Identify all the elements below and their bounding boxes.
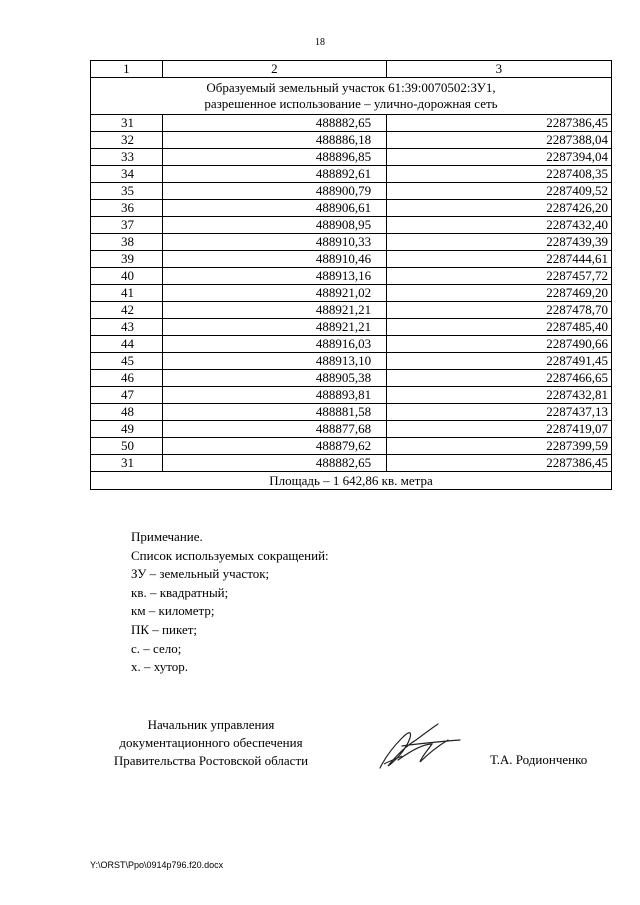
table-row (91, 404, 612, 421)
y-coordinate-cell: 2287399,59 (386, 438, 611, 455)
point-number-cell: 47 (91, 387, 163, 404)
signer-position-line1: Начальник управления (147, 717, 275, 732)
y-coordinate-cell: 2287469,20 (386, 285, 611, 302)
table-row (91, 370, 612, 387)
table-row (91, 149, 612, 166)
point-number-cell: 43 (91, 319, 163, 336)
x-coordinate-cell: 488892,61 (162, 166, 386, 183)
table-row (91, 268, 612, 285)
point-number-cell: 49 (91, 421, 163, 438)
y-coordinate-cell: 2287490,66 (386, 336, 611, 353)
x-coordinate-cell: 488877,68 (162, 421, 386, 438)
y-coordinate-cell: 2287386,45 (386, 455, 611, 472)
y-coordinate-cell: 2287457,72 (386, 268, 611, 285)
area-row (91, 472, 612, 490)
table-row (91, 438, 612, 455)
x-coordinate-cell: 488893,81 (162, 387, 386, 404)
table-row (91, 115, 612, 132)
parcel-title-row (91, 78, 612, 115)
y-coordinate-cell: 2287444,61 (386, 251, 611, 268)
y-coordinate-cell: 2287432,81 (386, 387, 611, 404)
table-row (91, 421, 612, 438)
y-coordinate-cell: 2287408,35 (386, 166, 611, 183)
point-number-cell: 33 (91, 149, 163, 166)
point-number-cell: 48 (91, 404, 163, 421)
x-coordinate-cell: 488879,62 (162, 438, 386, 455)
x-coordinate-cell: 488905,38 (162, 370, 386, 387)
y-coordinate-cell: 2287485,40 (386, 319, 611, 336)
abbreviation-item: ПК – пикет; (131, 621, 198, 637)
point-number-cell: 50 (91, 438, 163, 455)
signer-position-line2: документационного обеспечения (119, 735, 303, 750)
x-coordinate-cell: 488913,10 (162, 353, 386, 370)
point-number-cell: 41 (91, 285, 163, 302)
table-row (91, 336, 612, 353)
x-coordinate-cell: 488896,85 (162, 149, 386, 166)
abbreviation-item: кв. – квадратный; (131, 584, 229, 600)
y-coordinate-cell: 2287432,40 (386, 217, 611, 234)
table-row (91, 455, 612, 472)
y-coordinate-cell: 2287394,04 (386, 149, 611, 166)
abbreviation-item: км – километр; (131, 603, 215, 619)
y-coordinate-cell: 2287439,39 (386, 234, 611, 251)
handwritten-signature (372, 716, 464, 776)
table-row (91, 251, 612, 268)
header-col-3: 3 (386, 61, 611, 78)
parcel-title-line2: разрешенное использование – улично-дорожная сеть (204, 96, 498, 111)
x-coordinate-cell: 488908,95 (162, 217, 386, 234)
y-coordinate-cell: 2287426,20 (386, 200, 611, 217)
area-cell: Площадь – 1 642,86 кв. метра (91, 472, 612, 490)
y-coordinate-cell: 2287491,45 (386, 353, 611, 370)
x-coordinate-cell: 488921,21 (162, 319, 386, 336)
table-row (91, 132, 612, 149)
abbreviation-item: х. – хутор. (131, 659, 189, 675)
table-row (91, 217, 612, 234)
x-coordinate-cell: 488881,58 (162, 404, 386, 421)
y-coordinate-cell: 2287388,04 (386, 132, 611, 149)
page-number: 18 (315, 37, 325, 48)
x-coordinate-cell: 488886,18 (162, 132, 386, 149)
header-col-2: 2 (162, 61, 386, 78)
table-row (91, 353, 612, 370)
notes-title: Примечание. (131, 529, 203, 544)
point-number-cell: 38 (91, 234, 163, 251)
coordinates-table (90, 60, 612, 490)
table-row (91, 183, 612, 200)
x-coordinate-cell: 488913,16 (162, 268, 386, 285)
signer-name: Т.А. Родионченко (490, 752, 588, 767)
signer-position (80, 716, 342, 770)
point-number-cell: 46 (91, 370, 163, 387)
table-header-row (91, 61, 612, 78)
x-coordinate-cell: 488900,79 (162, 183, 386, 200)
table-row (91, 319, 612, 336)
point-number-cell: 32 (91, 132, 163, 149)
point-number-cell: 44 (91, 336, 163, 353)
y-coordinate-cell: 2287419,07 (386, 421, 611, 438)
table-row (91, 285, 612, 302)
parcel-title-cell (91, 78, 612, 115)
x-coordinate-cell: 488906,61 (162, 200, 386, 217)
point-number-cell: 37 (91, 217, 163, 234)
file-path-footer: Y:\ORST\Ppo\0914p796.f20.docx (90, 860, 224, 870)
point-number-cell: 40 (91, 268, 163, 285)
y-coordinate-cell: 2287437,13 (386, 404, 611, 421)
notes-subtitle: Список используемых сокращений: (131, 547, 329, 563)
y-coordinate-cell: 2287409,52 (386, 183, 611, 200)
point-number-cell: 39 (91, 251, 163, 268)
table-row (91, 387, 612, 404)
abbreviation-item: с. – село; (131, 640, 182, 656)
x-coordinate-cell: 488921,02 (162, 285, 386, 302)
table-row (91, 166, 612, 183)
header-col-1: 1 (91, 61, 163, 78)
point-number-cell: 36 (91, 200, 163, 217)
table-row (91, 234, 612, 251)
x-coordinate-cell: 488882,65 (162, 115, 386, 132)
x-coordinate-cell: 488916,03 (162, 336, 386, 353)
table-row (91, 302, 612, 319)
abbreviation-item: ЗУ – земельный участок; (131, 566, 270, 582)
point-number-cell: 45 (91, 353, 163, 370)
point-number-cell: 31 (91, 455, 163, 472)
x-coordinate-cell: 488921,21 (162, 302, 386, 319)
table-row (91, 200, 612, 217)
y-coordinate-cell: 2287386,45 (386, 115, 611, 132)
signer-position-line3: Правительства Ростовской области (113, 753, 309, 768)
point-number-cell: 42 (91, 302, 163, 319)
point-number-cell: 34 (91, 166, 163, 183)
y-coordinate-cell: 2287466,65 (386, 370, 611, 387)
x-coordinate-cell: 488910,33 (162, 234, 386, 251)
x-coordinate-cell: 488882,65 (162, 455, 386, 472)
parcel-title-line1: Образуемый земельный участок 61:39:0070502:ЗУ1, (206, 80, 496, 95)
y-coordinate-cell: 2287478,70 (386, 302, 611, 319)
point-number-cell: 31 (91, 115, 163, 132)
notes-section (131, 528, 329, 677)
x-coordinate-cell: 488910,46 (162, 251, 386, 268)
point-number-cell: 35 (91, 183, 163, 200)
